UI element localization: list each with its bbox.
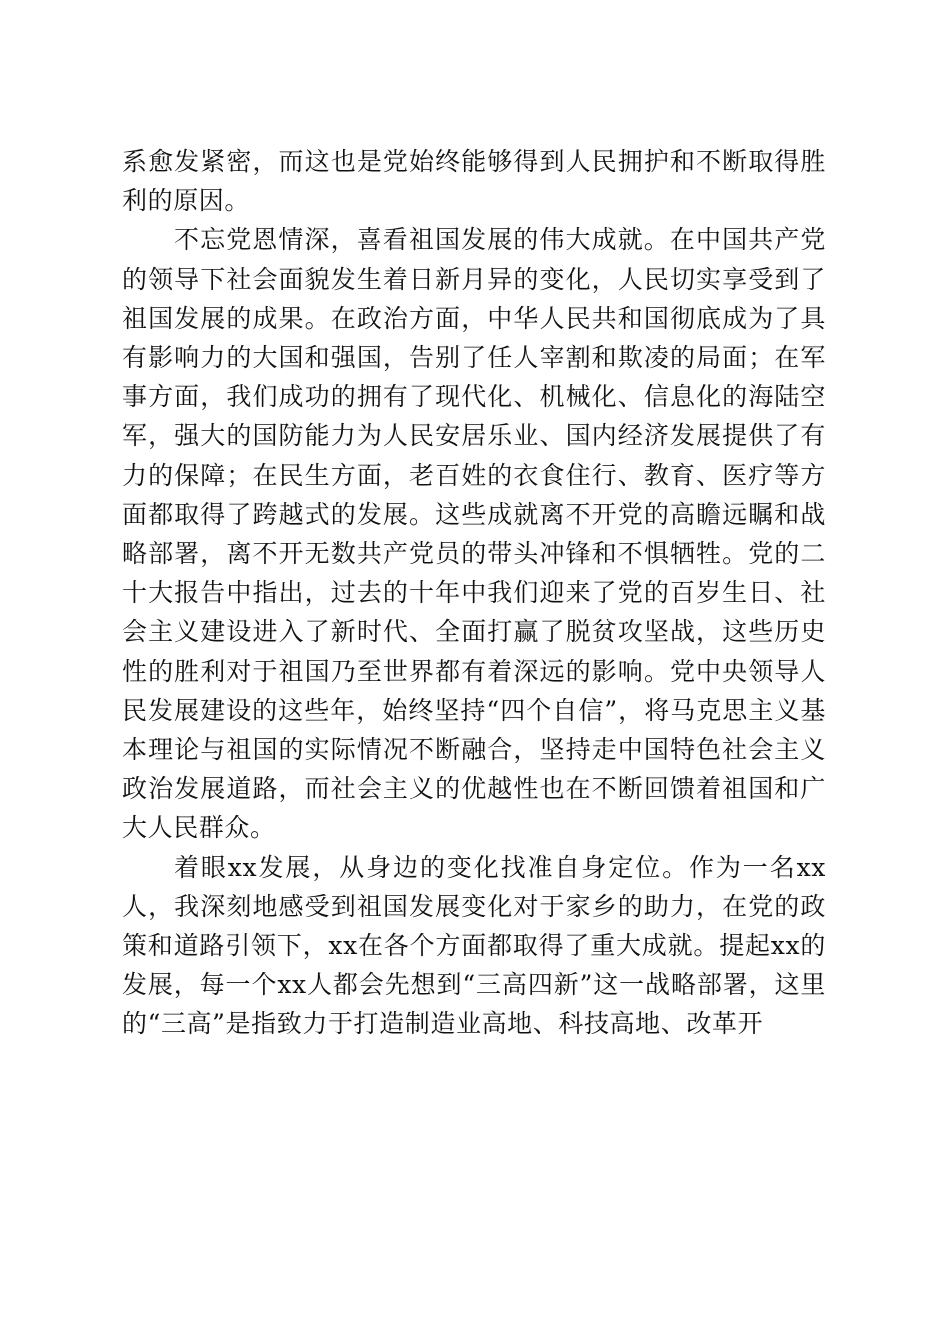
paragraph-3: 着眼xx发展，从身边的变化找准自身定位。作为一名xx人，我深刻地感受到祖国发展变化对于家乡的助力，在党的政策和道路引领下，xx在各个方面都取得了重大成就。提起xx的发展，每一个xx人都会先想到“三高四新”这一战略部署，这里的“三高”是指致力于打造制造业高地、科技高地、改革开 [122,852,826,1039]
document-body [122,142,826,1044]
paragraph-1: 系愈发紧密，而这也是党始终能够得到人民拥护和不断取得胜利的原因。 [122,147,826,216]
paragraph-2: 不忘党恩情深，喜看祖国发展的伟大成就。在中国共产党的领导下社会面貌发生着日新月异的变化，人民切实享受到了祖国发展的成果。在政治方面，中华人民共和国彻底成为了具有影响力的大国和强国，告别了任人宰割和欺凌的局面；在军事方面，我们成功的拥有了现代化、机械化、信息化的海陆空军，强大的国防能力为人民安居乐业、国内经济发展提供了有力的保障；在民生方面，老百姓的衣食住行、教育、医疗等方面都取得了跨越式的发展。这些成就离不开党的高瞻远瞩和战略部署，离不开无数共产党员的带头冲锋和不惧牺牲。党的二十大报告中指出，过去的十年中我们迎来了党的百岁生日、社会主义建设进入了新时代、全面打赢了脱贫攻坚战，这些历史性的胜利对于祖国乃至世界都有着深远的影响。党中央领导人民发展建设的这些年，始终坚持“四个自信”，将马克思主义基本理论与祖国的实际情况不断融合，坚持走中国特色社会主义政治发展道路，而社会主义的优越性也在不断回馈着祖国和广大人民群众。 [122,225,826,843]
